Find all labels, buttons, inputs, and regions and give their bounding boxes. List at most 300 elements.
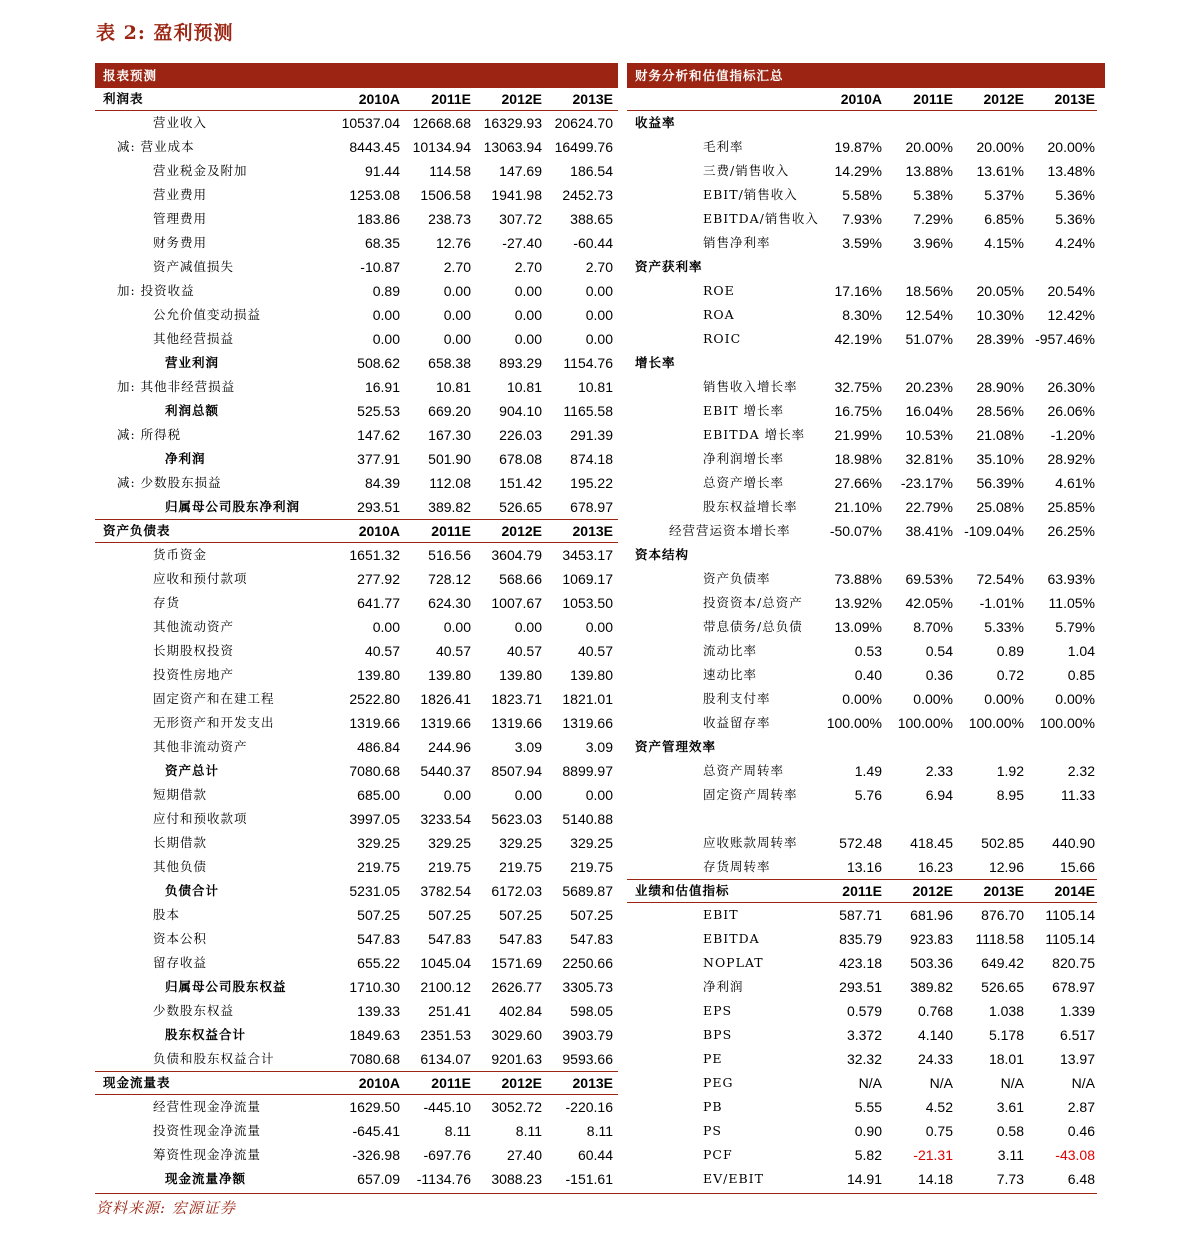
- cell-value: 1069.17: [562, 571, 613, 587]
- cell-value: 7.29%: [913, 211, 953, 227]
- cell-value: -10.87: [360, 259, 400, 275]
- row-label: 带息债务/总负债: [703, 619, 803, 634]
- cell-value: 4.24%: [1055, 235, 1095, 251]
- cell-value: 0.89: [372, 283, 400, 299]
- cell-value: 501.90: [428, 451, 471, 467]
- row-label: 存货周转率: [703, 859, 771, 874]
- cell-value: 3.09: [514, 739, 542, 755]
- cell-value: -50.07%: [829, 523, 882, 539]
- table-row: [95, 375, 618, 399]
- year-header: 2013E: [572, 1075, 613, 1091]
- cell-value: 139.80: [570, 667, 613, 683]
- cell-value: 16.75%: [834, 403, 882, 419]
- row-label: PCF: [703, 1147, 733, 1162]
- cell-value: 2.70: [443, 259, 471, 275]
- cell-value: 277.92: [357, 571, 400, 587]
- table-row: [95, 1143, 618, 1167]
- row-label: 减: 少数股东损益: [117, 475, 222, 490]
- cell-value: 100.00%: [826, 715, 882, 731]
- cell-value: 139.80: [357, 667, 400, 683]
- cell-value: 547.83: [428, 931, 471, 947]
- row-label: 其他流动资产: [153, 619, 235, 634]
- table-row: [627, 111, 1097, 135]
- cell-value: 2522.80: [349, 691, 400, 707]
- row-label: 资产管理效率: [635, 739, 717, 754]
- cell-value: 0.00: [585, 331, 613, 347]
- cell-value: 658.38: [428, 355, 471, 371]
- cell-value: 598.05: [570, 1003, 613, 1019]
- cell-value: 63.93%: [1047, 571, 1095, 587]
- row-label: 固定资产和在建工程: [153, 691, 275, 706]
- row-label: 固定资产周转率: [703, 787, 798, 802]
- cell-value: 876.70: [981, 907, 1024, 923]
- cell-value: 655.22: [357, 955, 400, 971]
- cell-value: 0.00: [514, 787, 542, 803]
- year-header: 2012E: [501, 91, 542, 107]
- row-label: 加: 投资收益: [117, 283, 195, 298]
- cell-value: 0.00: [585, 787, 613, 803]
- cell-value: 1506.58: [420, 187, 471, 203]
- cell-value: 507.25: [499, 907, 542, 923]
- cell-value: -220.16: [565, 1099, 613, 1115]
- cell-value: 139.80: [499, 667, 542, 683]
- cell-value: 21.10%: [834, 499, 882, 515]
- year-header: 2011E: [913, 91, 953, 107]
- cell-value: 25.85%: [1047, 499, 1095, 515]
- cell-value: 0.00: [514, 331, 542, 347]
- cell-value: 547.83: [357, 931, 400, 947]
- cell-value: 13.48%: [1047, 163, 1095, 179]
- cell-value: -445.10: [423, 1099, 471, 1115]
- cell-value: 3997.05: [349, 811, 400, 827]
- cell-value: 100.00%: [968, 715, 1024, 731]
- right-panel: [627, 63, 1097, 1191]
- table-row: [627, 951, 1097, 975]
- table-row: [627, 255, 1097, 279]
- cell-value: 291.39: [570, 427, 613, 443]
- row-label: 财务费用: [153, 235, 208, 250]
- cell-value: 3453.17: [562, 547, 613, 563]
- cell-value: 2.32: [1067, 763, 1095, 779]
- cell-value: 5.36%: [1055, 187, 1095, 203]
- cell-value: 13.09%: [834, 619, 882, 635]
- cell-value: 151.42: [499, 475, 542, 491]
- cell-value: 0.00: [443, 331, 471, 347]
- cell-value: 5.178: [988, 1027, 1024, 1043]
- cell-value: 5231.05: [349, 883, 400, 899]
- row-label: BPS: [703, 1027, 733, 1042]
- cell-value: 508.62: [357, 355, 400, 371]
- cell-value: 4.15%: [984, 235, 1024, 251]
- cell-value: 8899.97: [562, 763, 613, 779]
- cell-value: 16.91: [364, 379, 400, 395]
- cell-value: 1154.76: [563, 355, 613, 371]
- cell-value: 15.66: [1059, 859, 1095, 875]
- cell-value: 6.94: [925, 787, 953, 803]
- row-label: PE: [703, 1051, 723, 1066]
- cell-value: 24.33: [917, 1051, 953, 1067]
- cell-value: 40.57: [577, 643, 613, 659]
- valuation-header: [627, 879, 1097, 903]
- cell-value: 0.579: [846, 1003, 882, 1019]
- year-header: 2012E: [983, 91, 1024, 107]
- cell-value: 6172.03: [491, 883, 542, 899]
- year-header: 2013E: [572, 91, 613, 107]
- cell-value: 60.44: [577, 1147, 613, 1163]
- cell-value: 38.41%: [905, 523, 953, 539]
- year-header: 2010A: [358, 91, 400, 107]
- cell-value: 7.93%: [842, 211, 882, 227]
- cell-value: 329.25: [357, 835, 400, 851]
- cell-value: 20.23%: [905, 379, 953, 395]
- table-row: [627, 207, 1097, 231]
- cashflow-header: [95, 1071, 618, 1095]
- row-label: PB: [703, 1099, 723, 1114]
- table-row: [95, 279, 618, 303]
- table-row: [95, 951, 618, 975]
- table-row: [95, 1119, 618, 1143]
- cell-value: 0.00: [443, 787, 471, 803]
- table-row: [95, 663, 618, 687]
- table-row: [95, 567, 618, 591]
- cell-value: 502.85: [981, 835, 1024, 851]
- cell-value: 526.65: [499, 499, 542, 515]
- table-row: [627, 495, 1097, 519]
- cell-value: 3604.79: [491, 547, 542, 563]
- row-label: 其他非流动资产: [153, 739, 248, 754]
- cell-value: 8.11: [515, 1123, 542, 1139]
- cell-value: 10134.94: [412, 139, 471, 155]
- income-header-title: 利润表: [103, 91, 144, 106]
- cell-value: 923.83: [910, 931, 953, 947]
- cell-value: 507.25: [428, 907, 471, 923]
- row-label: 销售收入增长率: [703, 379, 798, 394]
- cell-value: 1319.66: [349, 715, 400, 731]
- row-label: 应付和预收款项: [153, 811, 248, 826]
- cell-value: 507.25: [357, 907, 400, 923]
- cell-value: 5440.37: [420, 763, 471, 779]
- cell-value: 1319.66: [420, 715, 471, 731]
- table-row: [95, 927, 618, 951]
- year-header: 2011E: [431, 523, 471, 539]
- table-row: [627, 735, 1097, 759]
- table-row: [95, 1023, 618, 1047]
- table-row: [95, 423, 618, 447]
- cell-value: 6.48: [1067, 1171, 1095, 1187]
- cell-value: 1118.58: [975, 931, 1024, 947]
- cell-value: 440.90: [1052, 835, 1095, 851]
- cell-value: 0.00%: [842, 691, 882, 707]
- cell-value: 6.517: [1059, 1027, 1095, 1043]
- cell-value: 3.11: [997, 1147, 1024, 1163]
- cell-value: 649.42: [981, 955, 1024, 971]
- cell-value: 26.06%: [1047, 403, 1095, 419]
- cell-value: 1710.30: [349, 979, 400, 995]
- year-header: 2011E: [431, 91, 471, 107]
- cell-value: 5.76: [854, 787, 882, 803]
- row-label: 收益留存率: [703, 715, 771, 730]
- table-row: [627, 183, 1097, 207]
- cell-value: 20.00%: [905, 139, 953, 155]
- row-label: EBITDA 增长率: [703, 427, 806, 442]
- cell-value: 1105.14: [1045, 931, 1095, 947]
- row-label: ROA: [703, 307, 735, 322]
- cell-value: 678.08: [499, 451, 542, 467]
- cell-value: 18.01: [988, 1051, 1024, 1067]
- cell-value: 226.03: [499, 427, 542, 443]
- cell-value: 1821.01: [562, 691, 613, 707]
- cell-value: 388.65: [570, 211, 613, 227]
- cell-value: 657.09: [357, 1171, 400, 1187]
- table-row: [627, 615, 1097, 639]
- cell-value: 5.58%: [842, 187, 882, 203]
- cell-value: 2100.12: [420, 979, 471, 995]
- cell-value: 1319.66: [491, 715, 542, 731]
- cashflow-header-title: 现金流量表: [103, 1075, 171, 1090]
- cell-value: 0.85: [1067, 667, 1095, 683]
- cell-value: 8.11: [586, 1123, 613, 1139]
- table-row: [627, 591, 1097, 615]
- cell-value: 5140.88: [562, 811, 613, 827]
- row-label: 销售净利率: [703, 235, 771, 250]
- table-row: [627, 807, 1097, 831]
- table-row: [627, 399, 1097, 423]
- cell-value: 1.038: [988, 1003, 1024, 1019]
- table-row: [627, 639, 1097, 663]
- cell-value: 18.56%: [905, 283, 953, 299]
- row-label: 股东权益合计: [165, 1027, 247, 1042]
- cell-value: 72.54%: [976, 571, 1024, 587]
- cell-value: 4.52: [925, 1099, 953, 1115]
- year-header: 2013E: [1054, 91, 1095, 107]
- cell-value: 10.81: [435, 379, 471, 395]
- cell-value: 835.79: [839, 931, 882, 947]
- row-label: NOPLAT: [703, 955, 764, 970]
- row-label: 投资性房地产: [153, 667, 235, 682]
- cell-value: 0.00: [372, 331, 400, 347]
- cell-value: 10.53%: [905, 427, 953, 443]
- year-header: 2012E: [501, 1075, 542, 1091]
- row-label: 营业利润: [165, 355, 220, 370]
- cell-value: 1651.32: [349, 547, 400, 563]
- cell-value: 219.75: [570, 859, 613, 875]
- table-row: [627, 927, 1097, 951]
- cell-value: 5.79%: [1055, 619, 1095, 635]
- cell-value: 820.75: [1052, 955, 1095, 971]
- table-row: [627, 135, 1097, 159]
- cell-value: 16329.93: [483, 115, 542, 131]
- row-label: 资产获利率: [635, 259, 703, 274]
- cell-value: 28.56%: [976, 403, 1024, 419]
- row-label: 管理费用: [153, 211, 208, 226]
- table-row: [95, 807, 618, 831]
- cell-value: 40.57: [435, 643, 471, 659]
- cell-value: -1.20%: [1050, 427, 1095, 443]
- cell-value: 1571.69: [491, 955, 542, 971]
- cell-value: 5.55: [854, 1099, 882, 1115]
- row-label: ROIC: [703, 331, 742, 346]
- cell-value: 69.53%: [905, 571, 953, 587]
- table-row: [627, 159, 1097, 183]
- cell-value: 402.84: [499, 1003, 542, 1019]
- cell-value: 219.75: [357, 859, 400, 875]
- cell-value: 14.91: [846, 1171, 882, 1187]
- cell-value: 0.40: [854, 667, 882, 683]
- row-label: 净利润: [165, 451, 206, 466]
- row-label: 股本: [153, 907, 181, 922]
- cell-value: 21.99%: [834, 427, 882, 443]
- cell-value: 0.00: [585, 283, 613, 299]
- cell-value: 681.96: [910, 907, 953, 923]
- cell-value: 5689.87: [562, 883, 613, 899]
- cell-value: 9593.66: [562, 1051, 613, 1067]
- row-label: 应收账款周转率: [703, 835, 798, 850]
- table-row: [95, 591, 618, 615]
- row-label: PS: [703, 1123, 722, 1138]
- cell-value: 219.75: [499, 859, 542, 875]
- cell-value: 167.30: [428, 427, 471, 443]
- row-label: PEG: [703, 1075, 734, 1090]
- table-row: [95, 735, 618, 759]
- cell-value: 6134.07: [420, 1051, 471, 1067]
- row-label: 营业税金及附加: [153, 163, 248, 178]
- table-row: [627, 855, 1097, 879]
- cell-value: 7080.68: [349, 1051, 400, 1067]
- cell-value: 526.65: [981, 979, 1024, 995]
- cell-value: 1629.50: [349, 1099, 400, 1115]
- row-label: 增长率: [635, 355, 676, 370]
- cell-value: N/A: [929, 1075, 953, 1091]
- year-header: 2010A: [358, 523, 400, 539]
- cell-value: 293.51: [839, 979, 882, 995]
- cell-value: 68.35: [364, 235, 400, 251]
- cell-value: 2452.73: [562, 187, 613, 203]
- cell-value: 32.81%: [905, 451, 953, 467]
- row-label: ROE: [703, 283, 735, 298]
- table-row: [627, 759, 1097, 783]
- row-label: 现金流量净额: [165, 1171, 247, 1186]
- cell-value: 1849.63: [349, 1027, 400, 1043]
- left-panel-body: [95, 88, 618, 1191]
- table-row: [627, 471, 1097, 495]
- table-row: [627, 1119, 1097, 1143]
- cell-value: 678.97: [1052, 979, 1095, 995]
- cell-value: 13.97: [1059, 1051, 1095, 1067]
- row-label: 减: 营业成本: [117, 139, 195, 154]
- cell-value: 516.56: [428, 547, 471, 563]
- cell-value: 12.96: [988, 859, 1024, 875]
- row-label: 加: 其他非经营损益: [117, 379, 236, 394]
- cell-value: 1319.66: [562, 715, 613, 731]
- cell-value: 8.30%: [842, 307, 882, 323]
- table-row: [627, 447, 1097, 471]
- row-label: 归属母公司股东净利润: [165, 499, 301, 514]
- cell-value: 26.25%: [1047, 523, 1095, 539]
- table-row: [627, 423, 1097, 447]
- row-label: 营业费用: [153, 187, 208, 202]
- cell-value: 2.70: [585, 259, 613, 275]
- cell-value: 1053.50: [562, 595, 613, 611]
- year-header: 2014E: [1054, 883, 1095, 899]
- cell-value: 5.82: [854, 1147, 882, 1163]
- year-header: 2011E: [842, 883, 882, 899]
- cell-value: 0.768: [917, 1003, 953, 1019]
- cell-value: 17.16%: [834, 283, 882, 299]
- table-row: [627, 1167, 1097, 1191]
- cell-value: 5.33%: [984, 619, 1024, 635]
- row-label: EBIT/销售收入: [703, 187, 798, 202]
- cell-value: 486.84: [357, 739, 400, 755]
- cell-value: 0.00: [514, 283, 542, 299]
- row-label: 经营性现金净流量: [153, 1099, 262, 1114]
- cell-value: N/A: [1000, 1075, 1024, 1091]
- left-panel: [95, 63, 618, 1191]
- right-panel-body: [627, 88, 1097, 1191]
- row-label: 归属母公司股东权益: [165, 979, 287, 994]
- cell-value: 307.72: [499, 211, 542, 227]
- table-row: [95, 1167, 618, 1191]
- income-header: [95, 88, 618, 111]
- cell-value: 669.20: [428, 403, 471, 419]
- cell-value: 238.73: [428, 211, 471, 227]
- cell-value: 3233.54: [420, 811, 471, 827]
- row-label: 无形资产和开发支出: [153, 715, 275, 730]
- table-row: [627, 975, 1097, 999]
- table-row: [627, 1095, 1097, 1119]
- table-row: [95, 615, 618, 639]
- cell-value: 56.39%: [976, 475, 1024, 491]
- table-row: [95, 687, 618, 711]
- cell-value: 874.18: [570, 451, 613, 467]
- cell-value: -957.46%: [1035, 331, 1095, 347]
- cell-value: 1.04: [1067, 643, 1095, 659]
- valuation-header-title: 业绩和估值指标: [635, 883, 730, 898]
- cell-value: 11.05%: [1048, 595, 1095, 611]
- table-row: [95, 351, 618, 375]
- row-label: 存货: [153, 595, 181, 610]
- cell-value: -23.17%: [900, 475, 953, 491]
- row-label: 收益率: [635, 115, 676, 130]
- cell-value: -326.98: [352, 1147, 400, 1163]
- table-row: [627, 903, 1097, 927]
- bottom-rule: [95, 1193, 1097, 1194]
- row-label: 净利润增长率: [703, 451, 785, 466]
- source-note: 资料来源: 宏源证券: [96, 1199, 236, 1217]
- row-label: 其他经营损益: [153, 331, 235, 346]
- cell-value: 7.73: [996, 1171, 1024, 1187]
- cell-value: 568.66: [499, 571, 542, 587]
- row-label: 投资性现金净流量: [153, 1123, 262, 1138]
- cell-value: 28.39%: [976, 331, 1024, 347]
- cell-value: 20624.70: [554, 115, 613, 131]
- row-label: EPS: [703, 1003, 733, 1018]
- cell-value: 8.95: [996, 787, 1024, 803]
- table-row: [627, 519, 1097, 543]
- table-row: [95, 1095, 618, 1119]
- table-row: [627, 1143, 1097, 1167]
- table-row: [627, 783, 1097, 807]
- cell-value: 893.29: [499, 355, 542, 371]
- cell-value: 3305.73: [562, 979, 613, 995]
- cell-value: 0.00%: [913, 691, 953, 707]
- cell-value: 2.33: [925, 763, 953, 779]
- cell-value: 728.12: [428, 571, 471, 587]
- table-row: [95, 495, 618, 519]
- table-row: [95, 639, 618, 663]
- cell-value: 12.76: [435, 235, 471, 251]
- table-row: [95, 135, 618, 159]
- row-label: 负债合计: [165, 883, 220, 898]
